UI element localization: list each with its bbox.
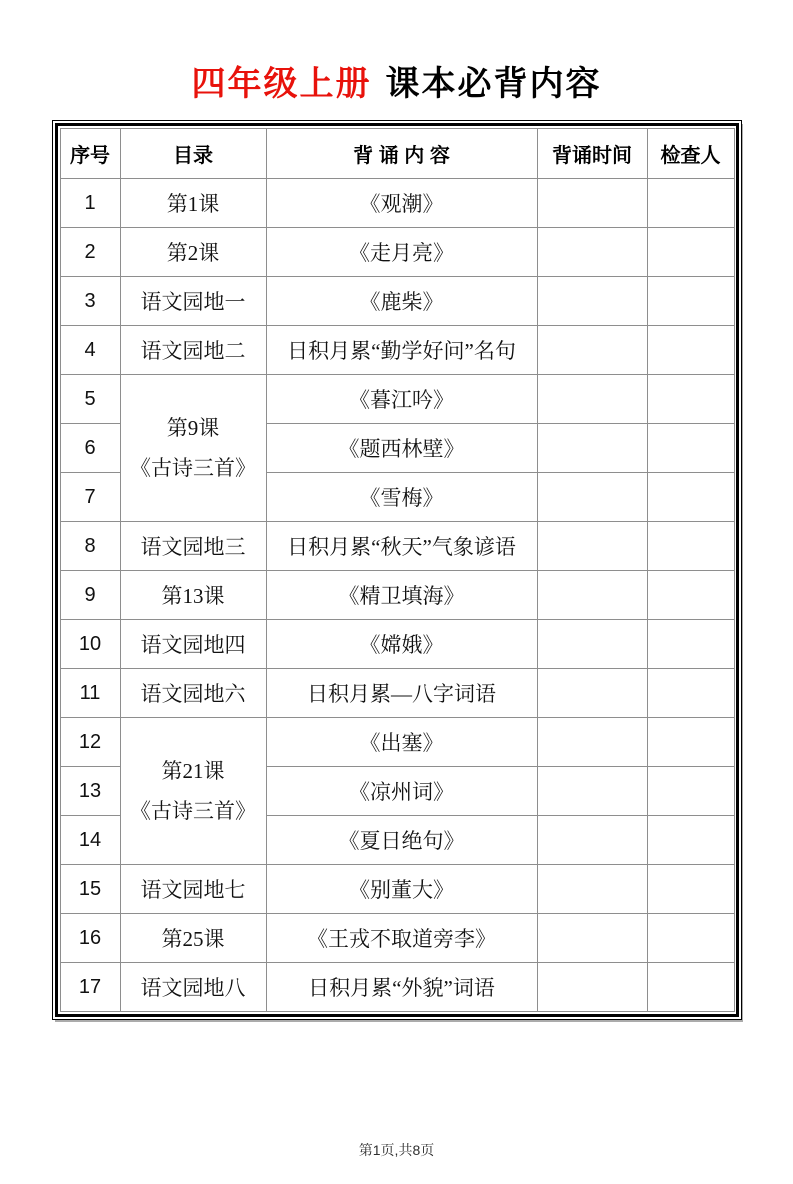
recitation-table-frame	[52, 120, 742, 1020]
table-row-5	[60, 375, 734, 424]
checker-cell	[647, 669, 734, 718]
checker-cell	[647, 816, 734, 865]
checker-cell	[647, 914, 734, 963]
catalog-cell: 第1课	[120, 179, 266, 228]
checker-cell	[647, 326, 734, 375]
seq-cell: 16	[60, 914, 120, 963]
checker-cell	[647, 277, 734, 326]
catalog-cell: 语文园地四	[120, 620, 266, 669]
table-row-17	[60, 963, 734, 1012]
content-cell: 《暮江吟》	[266, 375, 537, 424]
checker-cell	[647, 179, 734, 228]
catalog-cell: 第25课	[120, 914, 266, 963]
recite-time-cell	[537, 816, 647, 865]
catalog-cell	[120, 718, 266, 865]
table-row-9	[60, 571, 734, 620]
content-cell: 《别董大》	[266, 865, 537, 914]
table-row-1	[60, 179, 734, 228]
checker-cell	[647, 718, 734, 767]
recite-time-cell	[537, 767, 647, 816]
content-cell: 《题西林壁》	[266, 424, 537, 473]
content-cell: 《精卫填海》	[266, 571, 537, 620]
catalog-line2: 《古诗三首》	[130, 799, 256, 823]
title-grade: 四年级上册	[191, 65, 372, 103]
recitation-table-inner-frame	[55, 123, 739, 1017]
seq-cell: 9	[60, 571, 120, 620]
catalog-cell: 语文园地二	[120, 326, 266, 375]
recite-time-cell	[537, 375, 647, 424]
checker-cell	[647, 473, 734, 522]
content-cell: 《王戎不取道旁李》	[266, 914, 537, 963]
checker-cell	[647, 963, 734, 1012]
recite-time-cell	[537, 326, 647, 375]
seq-cell: 5	[60, 375, 120, 424]
checker-cell	[647, 620, 734, 669]
catalog-cell	[120, 375, 266, 522]
seq-cell: 1	[60, 179, 120, 228]
catalog-cell: 语文园地七	[120, 865, 266, 914]
content-cell: 《雪梅》	[266, 473, 537, 522]
title-subject: 课本必背内容	[385, 65, 602, 103]
checker-cell	[647, 228, 734, 277]
checker-cell	[647, 375, 734, 424]
table-row-10	[60, 620, 734, 669]
content-cell: 日积月累“勤学好问”名句	[266, 326, 537, 375]
table-row-11	[60, 669, 734, 718]
catalog-cell: 语文园地八	[120, 963, 266, 1012]
recite-time-cell	[537, 865, 647, 914]
seq-cell: 8	[60, 522, 120, 571]
content-cell: 日积月累—八字词语	[266, 669, 537, 718]
seq-cell: 7	[60, 473, 120, 522]
page-title	[0, 62, 793, 106]
table-row-15	[60, 865, 734, 914]
content-cell: 《嫦娥》	[266, 620, 537, 669]
checker-cell	[647, 865, 734, 914]
table-header-row	[60, 129, 734, 179]
header-cell-0: 序号	[60, 129, 120, 179]
content-cell: 日积月累“秋天”气象谚语	[266, 522, 537, 571]
content-cell: 《鹿柴》	[266, 277, 537, 326]
worksheet-page	[0, 62, 793, 1184]
catalog-line1: 第9课	[166, 416, 220, 440]
header-cell-4: 检查人	[647, 129, 734, 179]
seq-cell: 14	[60, 816, 120, 865]
catalog-line1: 第21课	[161, 759, 225, 783]
catalog-cell: 语文园地三	[120, 522, 266, 571]
content-cell: 日积月累“外貌”词语	[266, 963, 537, 1012]
content-cell: 《夏日绝句》	[266, 816, 537, 865]
catalog-cell: 语文园地六	[120, 669, 266, 718]
catalog-line2: 《古诗三首》	[130, 456, 256, 480]
table-row-12	[60, 718, 734, 767]
recite-time-cell	[537, 718, 647, 767]
content-cell: 《走月亮》	[266, 228, 537, 277]
checker-cell	[647, 424, 734, 473]
checker-cell	[647, 571, 734, 620]
seq-cell: 12	[60, 718, 120, 767]
recite-time-cell	[537, 522, 647, 571]
table-row-16	[60, 914, 734, 963]
recite-time-cell	[537, 963, 647, 1012]
checker-cell	[647, 522, 734, 571]
recitation-table	[60, 128, 735, 1012]
recite-time-cell	[537, 620, 647, 669]
table-row-3	[60, 277, 734, 326]
content-cell: 《凉州词》	[266, 767, 537, 816]
seq-cell: 2	[60, 228, 120, 277]
catalog-cell: 语文园地一	[120, 277, 266, 326]
recite-time-cell	[537, 669, 647, 718]
table-row-8	[60, 522, 734, 571]
seq-cell: 15	[60, 865, 120, 914]
header-cell-2: 背 诵 内 容	[266, 129, 537, 179]
content-cell: 《出塞》	[266, 718, 537, 767]
catalog-cell: 第13课	[120, 571, 266, 620]
seq-cell: 13	[60, 767, 120, 816]
recite-time-cell	[537, 228, 647, 277]
seq-cell: 11	[60, 669, 120, 718]
seq-cell: 4	[60, 326, 120, 375]
header-cell-3: 背诵时间	[537, 129, 647, 179]
seq-cell: 17	[60, 963, 120, 1012]
recite-time-cell	[537, 571, 647, 620]
recite-time-cell	[537, 424, 647, 473]
recite-time-cell	[537, 473, 647, 522]
seq-cell: 3	[60, 277, 120, 326]
checker-cell	[647, 767, 734, 816]
table-row-4	[60, 326, 734, 375]
page-number: 第1页,共8页	[358, 1142, 435, 1158]
recite-time-cell	[537, 179, 647, 228]
header-cell-1: 目录	[120, 129, 266, 179]
table-row-2	[60, 228, 734, 277]
catalog-cell: 第2课	[120, 228, 266, 277]
content-cell: 《观潮》	[266, 179, 537, 228]
seq-cell: 6	[60, 424, 120, 473]
seq-cell: 10	[60, 620, 120, 669]
recite-time-cell	[537, 914, 647, 963]
recite-time-cell	[537, 277, 647, 326]
